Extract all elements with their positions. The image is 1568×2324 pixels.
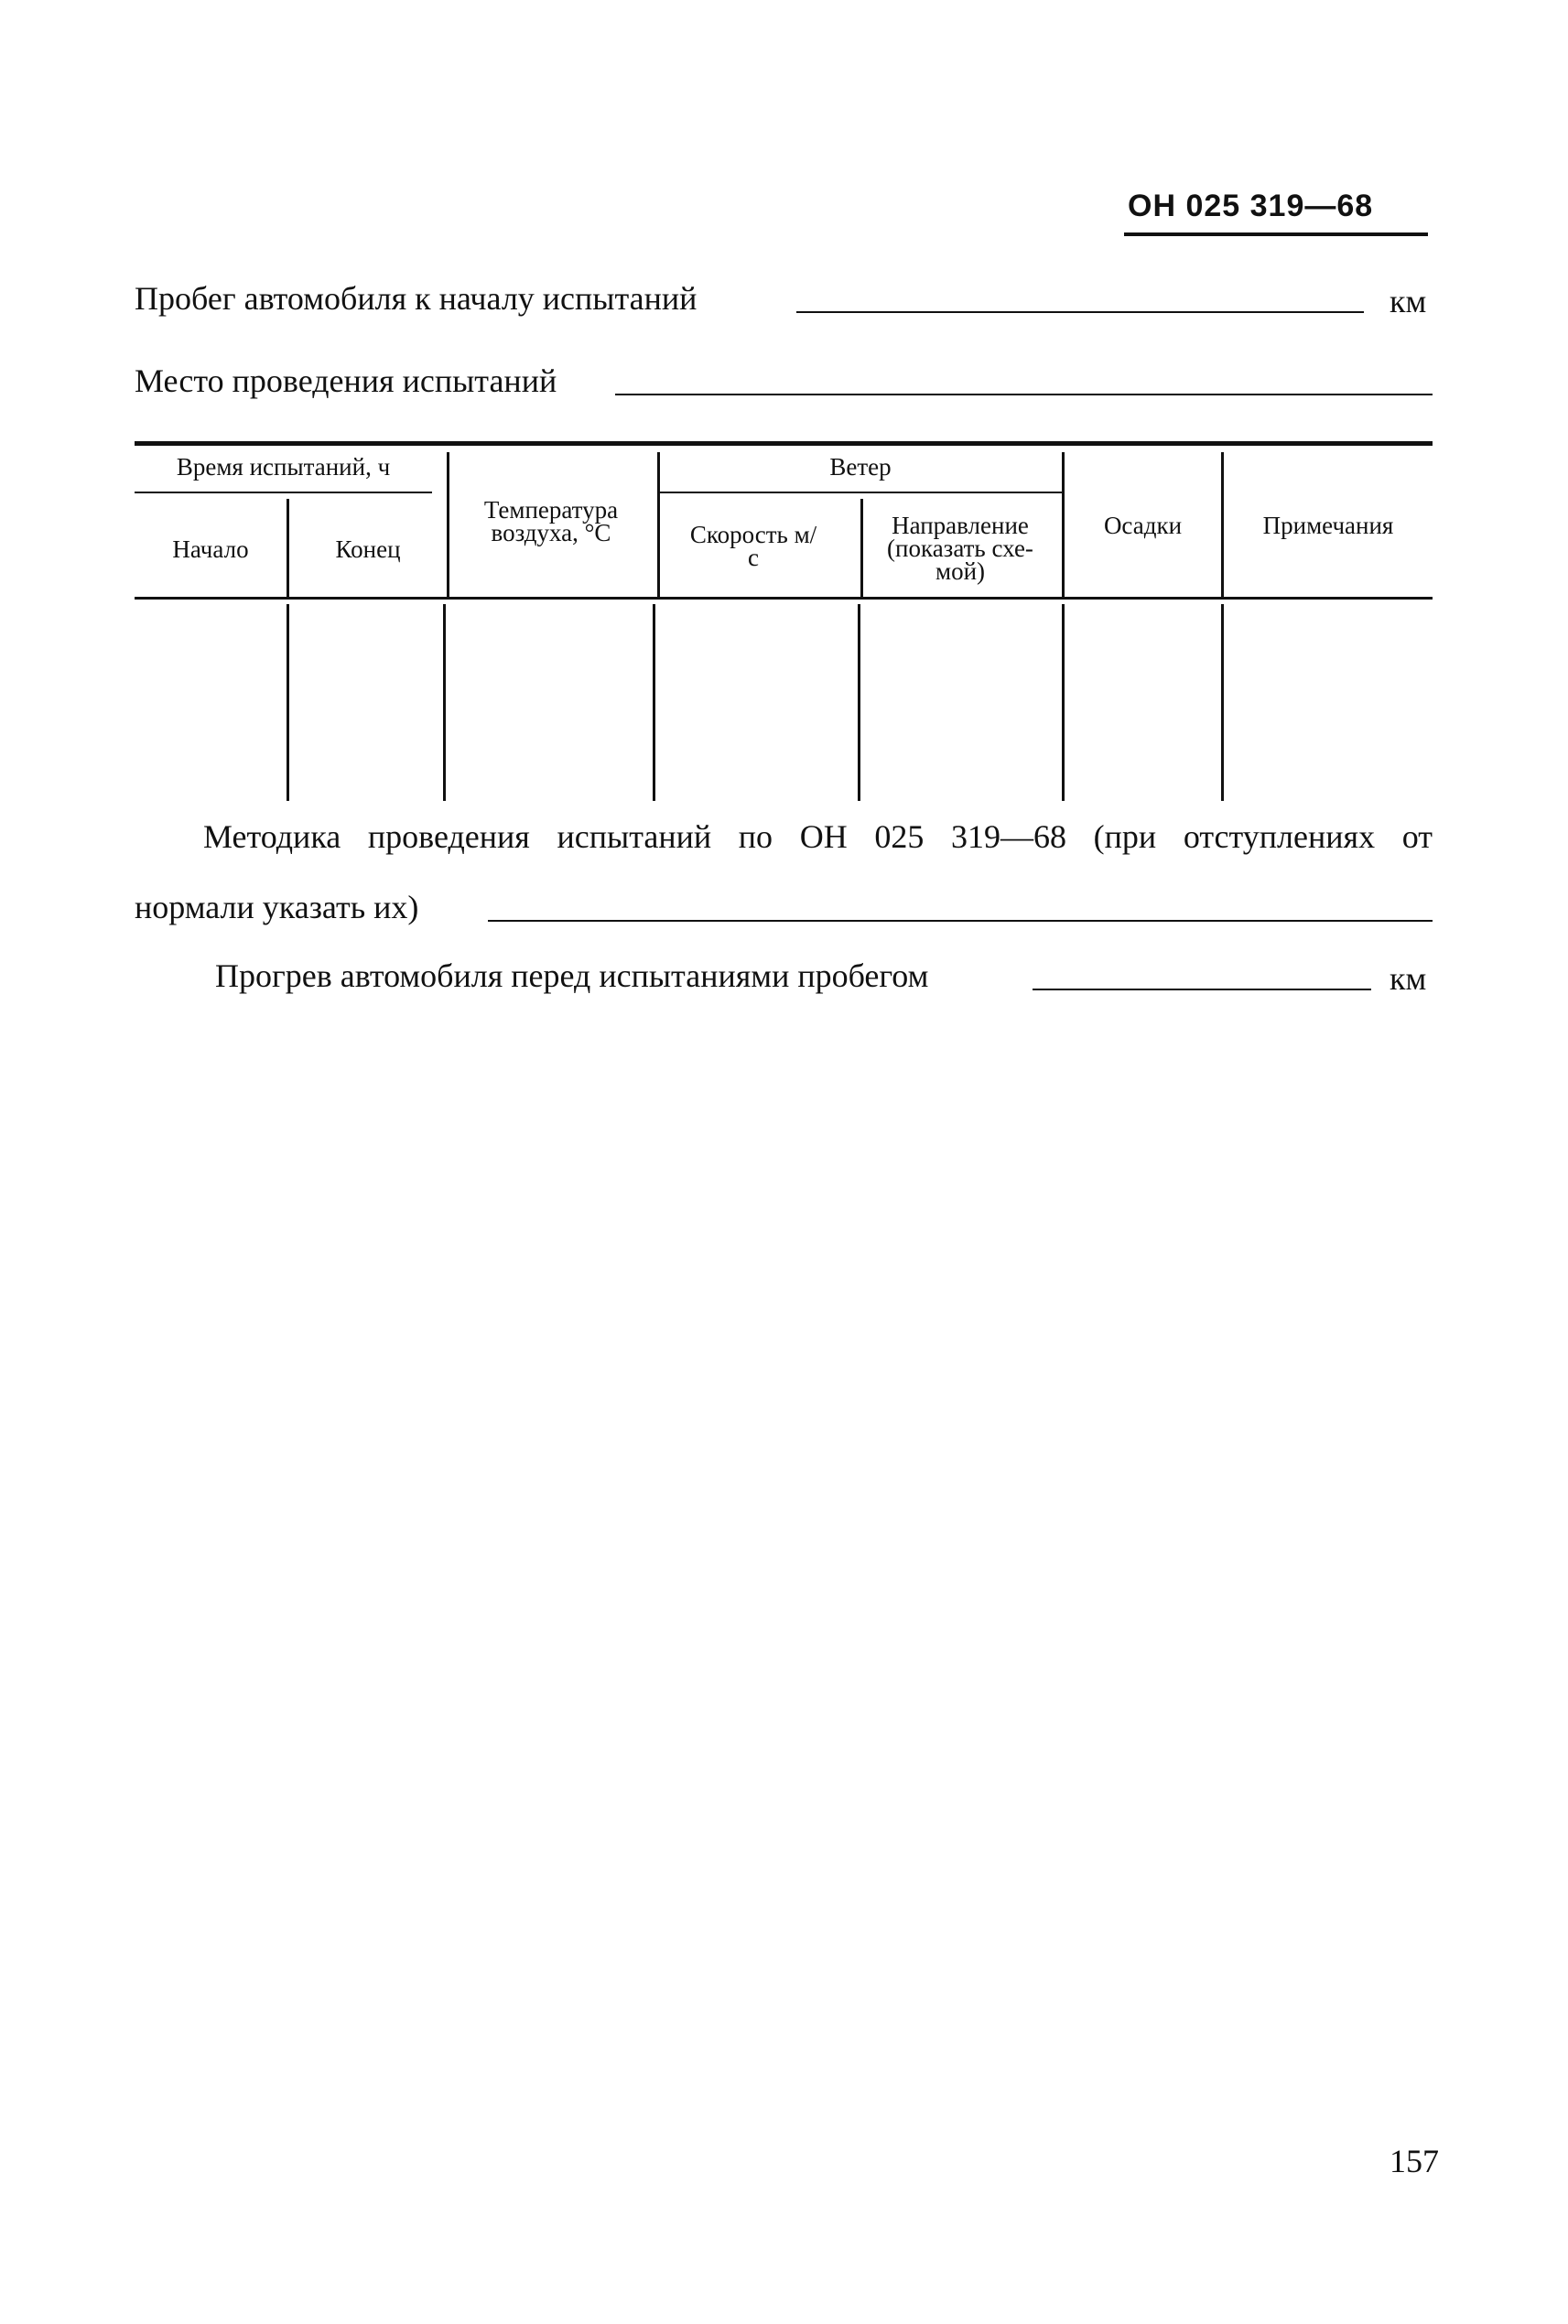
header-precipitation: Осадки <box>1103 512 1183 539</box>
col-divider-speed-direction <box>860 499 863 597</box>
warmup-unit: км <box>1390 960 1427 997</box>
method-line-1: Методика проведения испытаний по ОН 025 319—68 (при отступлениях от <box>203 818 1433 855</box>
table-header-bottom-rule <box>135 597 1433 600</box>
body-divider-5 <box>1062 604 1065 801</box>
header-notes: Примечания <box>1262 512 1394 539</box>
table-top-rule <box>135 441 1433 446</box>
location-label: Место проведения испытаний <box>135 362 557 399</box>
header-wind-speed: Скорость м/с <box>689 521 817 571</box>
mileage-label: Пробег автомобиля к началу испытаний <box>135 280 697 317</box>
warmup-fill-line[interactable] <box>1033 989 1371 990</box>
body-divider-4 <box>858 604 860 801</box>
header-temperature: Температура воздуха, °С <box>483 496 619 546</box>
col-divider-time-temp <box>447 452 449 597</box>
body-divider-1 <box>287 604 289 801</box>
mileage-fill-line[interactable] <box>796 311 1364 313</box>
document-code-underline <box>1124 232 1428 236</box>
header-wind-group: Ветер <box>829 453 892 481</box>
header-time-group: Время испытаний, ч <box>176 453 391 481</box>
body-divider-2 <box>443 604 446 801</box>
body-divider-3 <box>653 604 655 801</box>
header-wind-direction: Направление (показать схе-мой) <box>887 512 1033 585</box>
document-code: ОН 025 319—68 <box>1128 189 1374 223</box>
method-line-2: нормали указать их) <box>135 889 419 925</box>
page-number: 157 <box>1390 2143 1439 2179</box>
header-start: Начало <box>172 535 249 563</box>
method-fill-line[interactable] <box>488 920 1433 922</box>
header-end: Конец <box>335 535 401 563</box>
mileage-unit: км <box>1390 283 1427 319</box>
location-fill-line[interactable] <box>615 394 1433 395</box>
body-divider-6 <box>1221 604 1224 801</box>
warmup-label: Прогрев автомобиля перед испытаниями пробегом <box>215 957 929 994</box>
wind-group-rule <box>659 492 1062 493</box>
time-group-rule <box>135 492 432 493</box>
